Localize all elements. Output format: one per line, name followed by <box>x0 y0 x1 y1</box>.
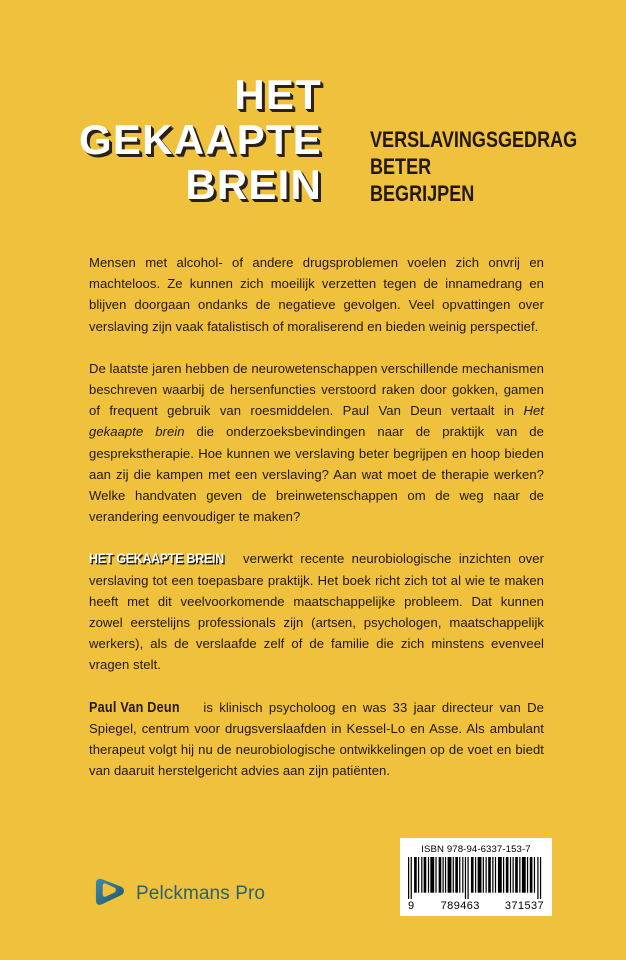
author-bio-text: is klinisch psycholoog en was 33 jaar directeur van De Spiegel, centrum voor drugsverslaafden in Kessel-Lo en Asse. Als ambulant therapeut volgt hij nu de neurobiologische ontwikkelingen op de voet en biedt van daaruit herstelgericht advies aan zijn patiënten. <box>89 699 544 779</box>
title-line-3: BREIN <box>185 161 322 208</box>
publisher-logo <box>92 876 265 911</box>
book-title-highlight-mention: HET GEKAAPTE BREIN <box>89 551 224 567</box>
blurb-paragraph-3 <box>89 548 544 675</box>
book-title-italic-mention: Het gekaapte brein <box>89 403 544 440</box>
blurb-paragraph-1: Mensen met alcohol- of andere drugsproblemen voelen zich onvrij en machteloos. Ze kunnen zich moeilijk verzetten tegen de innamedrang en blijven doorgaan ondanks de negatieve gevolgen. Veel opvattingen over verslaving zijn vaak fatalistisch of moraliserend en bieden weinig perspectief. <box>89 255 544 334</box>
paragraph-3-text: verwerkt recente neurobiologische inzichten over verslaving tot een toepasbare praktijk. Het boek richt zich tot al wie te maken heeft met dit veelvoorkomende maatschappelijke probleem. Dat kunnen zowel eerstelijns professionals zijn (artsen, psychologen, maatschappelijk werkers), als de verslaafde zelf of de familie die zich minstens evenveel vragen stelt. <box>89 551 544 673</box>
pelckmans-play-mark-icon <box>92 876 127 911</box>
subtitle-line-1: VERSLAVINGSGEDRAG <box>370 127 578 152</box>
barcode-digits <box>408 899 544 912</box>
paragraph-2-text-after: die onderzoeksbevindingen naar de praktijk van de gesprekstherapie. Hoe kunnen we verslaving beter begrijpen en hoop bieden aan zij die kampen met een verslaving? Aan wat moet de therapie werken? Welke handvaten geven de breinwetenschappen om de weg naar de verandering eenvoudiger te maken? <box>89 424 544 525</box>
title-line-2: GEKAAPTE <box>79 116 322 163</box>
book-title <box>0 72 340 207</box>
barcode-digits-left: 789463 <box>440 900 480 912</box>
subtitle-line-2: BETER <box>370 154 432 179</box>
author-bio-paragraph <box>89 697 544 782</box>
publisher-name: Pelckmans Pro <box>136 882 266 904</box>
title-line-1: HET <box>234 71 322 118</box>
isbn-number: ISBN 978-94-6337-153-7 <box>421 844 531 855</box>
barcode-bars <box>408 857 544 899</box>
book-subtitle <box>370 126 600 207</box>
subtitle-line-3: BEGRIJPEN <box>370 181 475 206</box>
barcode-digit-lead: 9 <box>408 900 415 912</box>
isbn-barcode <box>400 838 552 916</box>
paragraph-2-text-before: De laatste jaren hebben de neurowetenschappen verschillende mechanismen beschreven waarbij de hersenfuncties verstoord raken door gokken, gamen of frequent gebruik van roesmiddelen. Paul Van Deun vertaalt in <box>89 360 544 419</box>
back-cover-blurb <box>89 252 544 781</box>
blurb-paragraph-2 <box>89 358 544 528</box>
author-name: Paul Van Deun <box>89 698 180 716</box>
barcode-digits-right: 371537 <box>504 900 544 912</box>
